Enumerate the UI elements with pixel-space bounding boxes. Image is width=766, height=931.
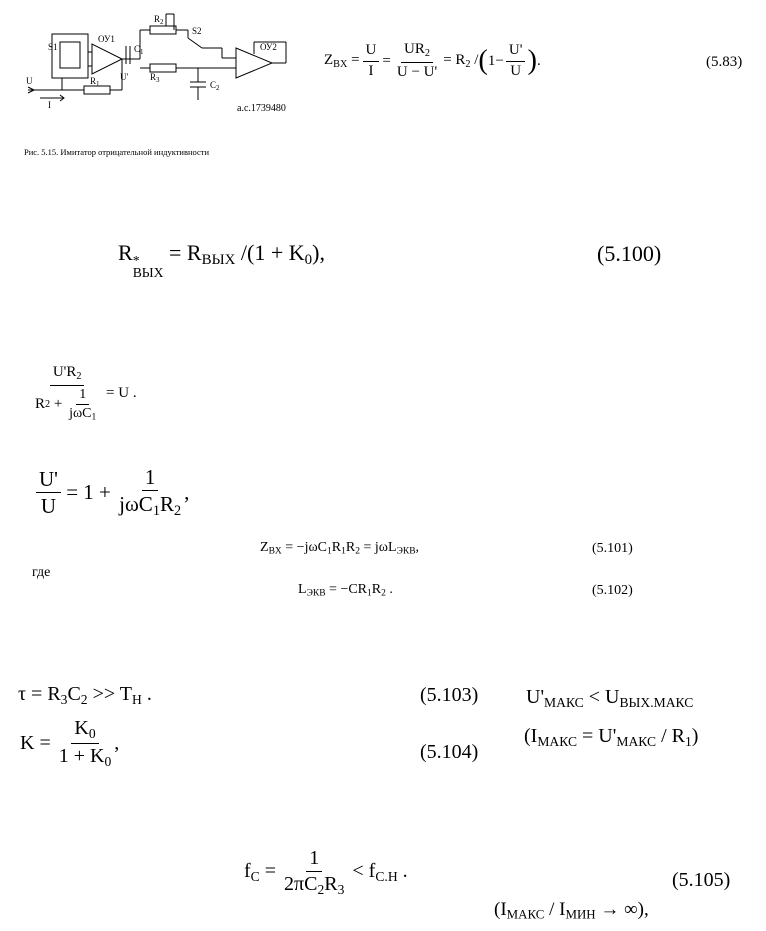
- equation-5-103: $\tau = R_3C_2 >> T_Н$ .: [18, 683, 152, 707]
- figure-caption: Рис. 5.15. Имитатор отрицательной индуктивности: [24, 147, 210, 157]
- label-r3: $R_3$: [150, 72, 160, 84]
- condition-i-ratio: ($I_{МАКС} / I_{МИН}$ → ∞),: [494, 899, 649, 922]
- circuit-schematic: [22, 8, 312, 118]
- eq-number-5-101: (5.101): [592, 541, 633, 556]
- label-ou2: ОУ2: [260, 42, 277, 52]
- eq-number-5-102: (5.102): [592, 583, 633, 598]
- equation-5-83: $Z_{BX}$ = $\frac{U}{I}$ = $\frac{UR_2}{U - U'}$ = $R_2$ / ( 1− $\frac{U'}{U}$ ) .: [324, 41, 541, 80]
- equation-5-102: $L_{ЭКВ} = -CR_1R_2$ .: [298, 582, 393, 599]
- label-c1: $C_1$: [134, 44, 144, 56]
- equation-5-105: $f_C$ = $\frac{1}{2\pi C_2R_3}$ < $f_{С.Н}$ .: [244, 847, 408, 897]
- eq-number-5-105: (5.105): [672, 869, 731, 891]
- equation-ratio: $\frac{U'}{U}$ = 1 + $\frac{1}{j\omega C_1R_2}$ ,: [36, 466, 189, 519]
- label-s1: S1: [48, 42, 58, 52]
- label-s2: S2: [192, 26, 202, 36]
- eq-number-5-100: (5.100): [597, 241, 662, 266]
- label-i: I: [48, 100, 51, 110]
- eq-number-5-83: (5.83): [706, 54, 743, 70]
- label-r2: $R_2$: [154, 14, 164, 26]
- eq-number-5-103: (5.103): [420, 684, 479, 706]
- label-u-prime: U': [120, 72, 129, 82]
- label-u: U: [26, 76, 33, 86]
- equation-5-100: R * ВЫХ = $R_{ВЫХ}$ $/(1 + K_0)$,: [118, 240, 325, 281]
- label-r1: $R_1$: [90, 76, 100, 88]
- equation-node: $U'R_2$ R 2 + $\frac{1}{j\omega C_1}$ = U .: [35, 364, 137, 423]
- text-gde: где: [32, 565, 51, 580]
- equation-5-104: K = $\frac{K_0}{1 + K_0}$ ,: [20, 717, 120, 769]
- condition-i-max: $(I_{МАКС} = U'_{МАКС} / R_1)$: [524, 725, 699, 749]
- eq-number-5-104: (5.104): [420, 741, 479, 763]
- label-c2: $C_2$: [210, 80, 220, 92]
- equation-5-101: $Z_{BX} = -j\omega C_1R_1R_2 = j\omega L_{ЭКВ}$,: [260, 540, 420, 557]
- patent-number: а.с.1739480: [237, 103, 286, 114]
- label-ou1: ОУ1: [98, 34, 115, 44]
- condition-u-max: $U'_{МАКС} < U_{ВЫХ.МАКС}$: [526, 686, 694, 710]
